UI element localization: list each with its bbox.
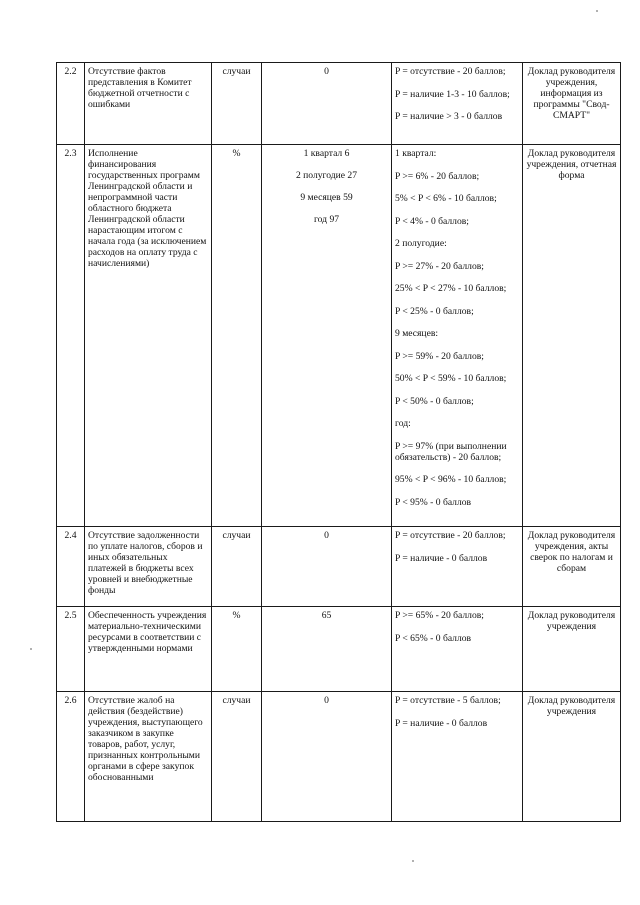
value-line: 9 месяцев 59	[300, 192, 353, 203]
criteria-line: 50% < P < 59% - 10 баллов;	[395, 373, 507, 384]
criteria-line: P = отсутствие - 20 баллов;	[395, 66, 506, 77]
criteria-line: 2 полугодие:	[395, 238, 447, 249]
source-cell: Доклад руководителя учреждения, акты сверок по налогам и сборам	[523, 527, 621, 607]
value-line: 2 полугодие 27	[295, 170, 358, 181]
criteria-line: P < 25% - 0 баллов;	[395, 305, 474, 317]
unit-cell: %	[212, 145, 262, 527]
criteria-table	[56, 62, 621, 822]
row-number: 2.5	[57, 607, 85, 692]
table-row	[57, 63, 621, 145]
row-number: 2.6	[57, 692, 85, 822]
criteria-cell	[392, 692, 523, 822]
value-line: 0	[324, 695, 329, 706]
criteria-line: P = отсутствие - 5 баллов;	[395, 695, 501, 706]
criteria-line: P < 65% - 0 баллов	[395, 632, 472, 644]
criteria-cell	[392, 607, 523, 692]
table-row	[57, 527, 621, 607]
indicator-name: Исполнение финансирования государственных программ Ленинградской области и непрограммной части областного бюджета Ленинградской области нарастающим итогом с начала года (за исключением расходов на оплату труда с начислениями)	[85, 145, 212, 527]
scan-speck	[596, 10, 598, 12]
criteria-line: P >= 6% - 20 баллов;	[395, 170, 480, 182]
table-row	[57, 145, 621, 527]
criteria-line: 1 квартал:	[395, 148, 437, 159]
criteria-line: P >= 65% - 20 баллов;	[395, 610, 484, 621]
criteria-line: 95% < P < 96% - 10 баллов;	[395, 474, 507, 485]
criteria-line: P = наличие - 0 баллов	[395, 552, 488, 564]
criteria-line: год:	[395, 418, 411, 429]
source-cell: Доклад руководителя учреждения	[523, 607, 621, 692]
row-number: 2.2	[57, 63, 85, 145]
criteria-line: 5% < P < 6% - 10 баллов;	[395, 193, 497, 204]
criteria-cell	[392, 527, 523, 607]
criteria-line: 9 месяцев:	[395, 328, 439, 339]
table-row	[57, 607, 621, 692]
value-cell	[262, 607, 392, 692]
criteria-line: P < 4% - 0 баллов;	[395, 215, 469, 227]
value-line: 65	[321, 610, 332, 621]
criteria-line: P = наличие > 3 - 0 баллов	[395, 111, 503, 122]
criteria-line: P < 95% - 0 баллов	[395, 496, 472, 508]
criteria-line: P >= 97% (при выполнении обязательств) - 20 баллов;	[395, 440, 507, 463]
indicator-name: Отсутствие жалоб на действия (бездействие) учреждения, выступающего заказчиком в закупке товаров, работ, услуг, признанных контрольными органами в сфере закупок обоснованными	[85, 692, 212, 822]
value-cell	[262, 145, 392, 527]
row-number: 2.3	[57, 145, 85, 527]
value-line: 1 квартал 6	[303, 148, 350, 159]
row-number: 2.4	[57, 527, 85, 607]
criteria-cell	[392, 145, 523, 527]
value-line: год 97	[313, 214, 340, 225]
criteria-line: 25% < P < 27% - 10 баллов;	[395, 283, 507, 294]
indicator-name: Отсутствие задолженности по уплате налогов, сборов и иных обязательных платежей в бюджеты всех уровней и внебюджетные фонды	[85, 527, 212, 607]
criteria-cell	[392, 63, 523, 145]
scan-speck	[30, 648, 32, 650]
unit-cell: случаи	[212, 63, 262, 145]
value-cell	[262, 527, 392, 607]
criteria-line: P = наличие - 0 баллов	[395, 717, 488, 729]
indicator-name: Обеспеченность учреждения материально-техническими ресурсами в соответствии с утвержденными нормами	[85, 607, 212, 692]
value-line: 0	[324, 530, 329, 541]
criteria-line: P = наличие 1-3 - 10 баллов;	[395, 88, 510, 100]
criteria-line: P >= 59% - 20 баллов;	[395, 350, 484, 362]
unit-cell: случаи	[212, 527, 262, 607]
value-line: 0	[324, 66, 329, 77]
criteria-line: P >= 27% - 20 баллов;	[395, 260, 484, 272]
source-cell: Доклад руководителя учреждения	[523, 692, 621, 822]
criteria-line: P < 50% - 0 баллов;	[395, 395, 474, 407]
indicator-name: Отсутствие фактов представления в Комитет бюджетной отчетности с ошибками	[85, 63, 212, 145]
source-cell: Доклад руководителя учреждения, информация из программы "Свод-СМАРТ"	[523, 63, 621, 145]
value-cell	[262, 692, 392, 822]
criteria-line: P = отсутствие - 20 баллов;	[395, 530, 506, 541]
table-row	[57, 692, 621, 822]
scan-speck	[412, 860, 414, 862]
value-cell	[262, 63, 392, 145]
unit-cell: %	[212, 607, 262, 692]
unit-cell: случаи	[212, 692, 262, 822]
source-cell: Доклад руководителя учреждения, отчетная форма	[523, 145, 621, 527]
